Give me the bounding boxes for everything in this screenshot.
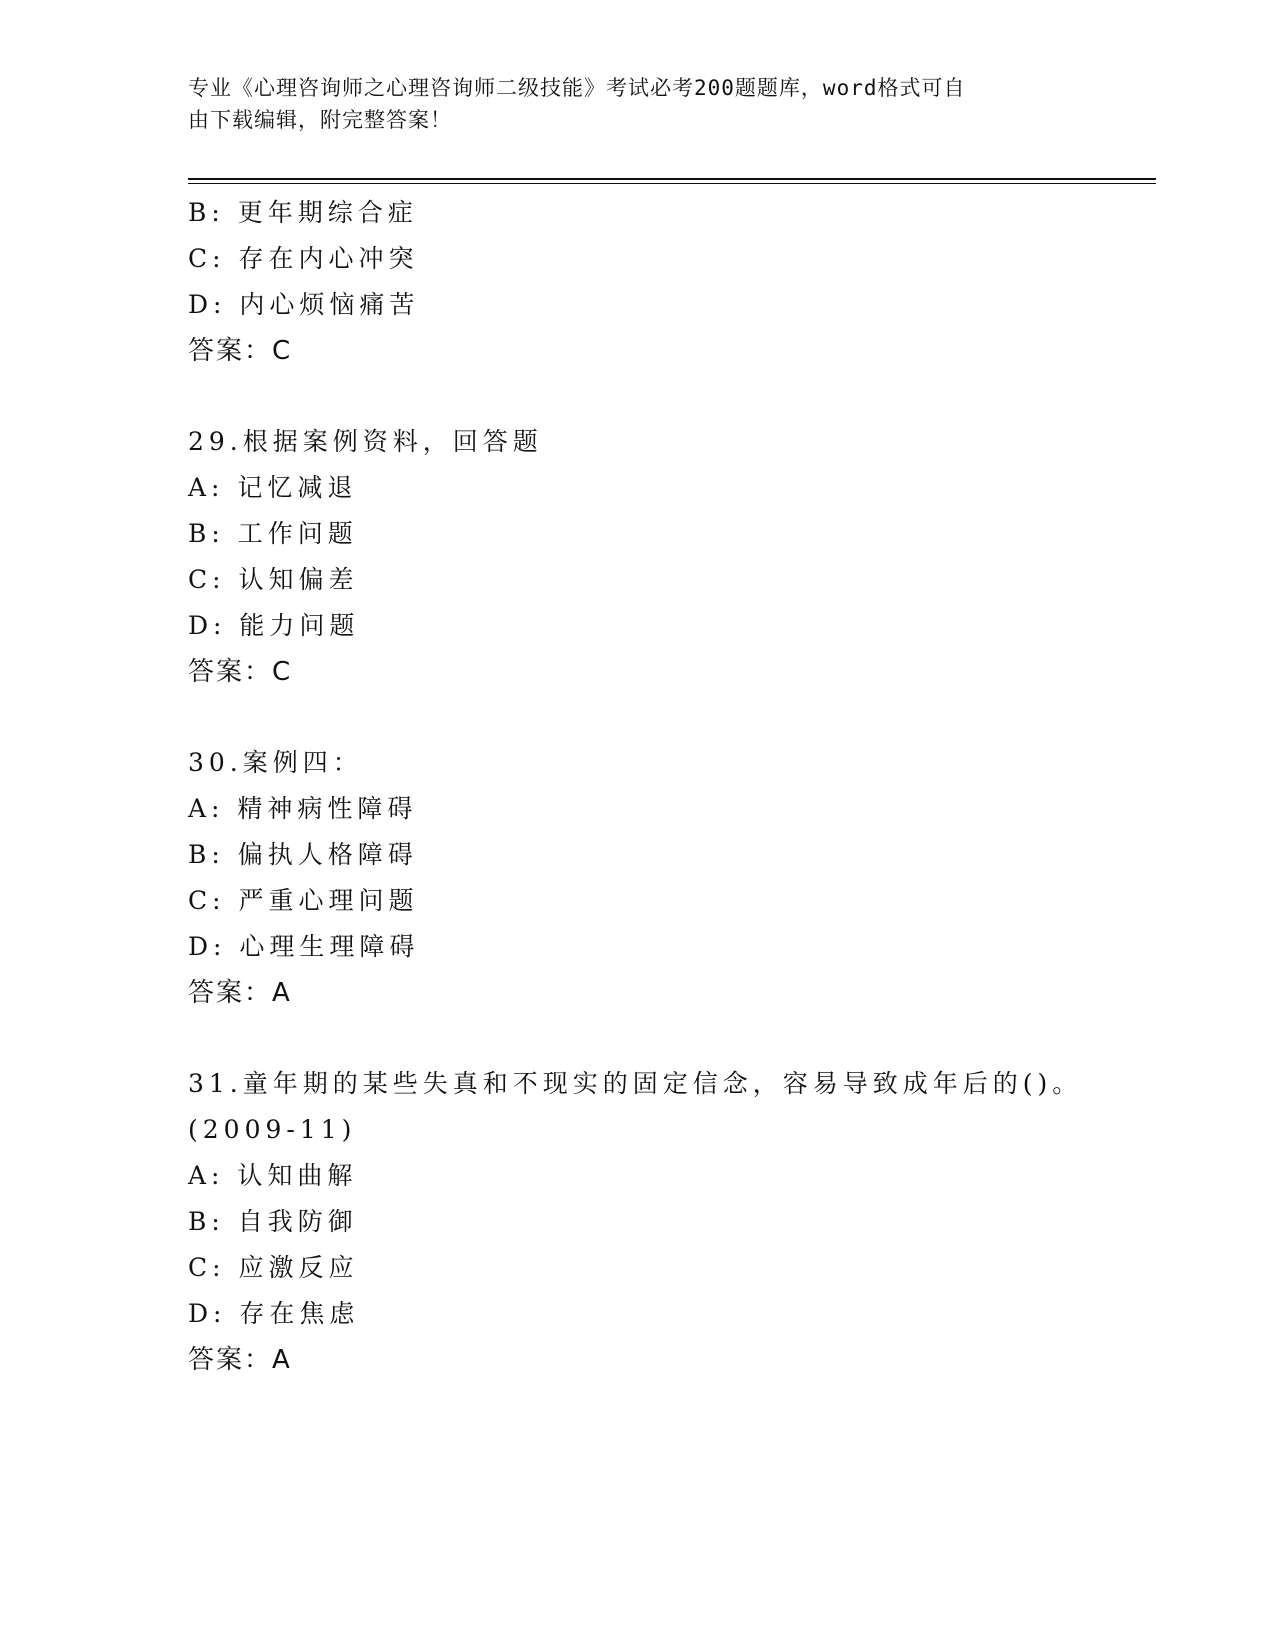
option-d: D: 存在焦虑 <box>188 1299 360 1328</box>
option-c: C: 认知偏差 <box>188 565 359 594</box>
header-line-2: 由下载编辑，附完整答案！ <box>188 108 452 132</box>
answer-line: 答案：A <box>188 1345 292 1375</box>
question-block-29 <box>188 419 1088 695</box>
spacer <box>188 695 1088 740</box>
spacer <box>188 1016 1088 1061</box>
question-block-30 <box>188 740 1088 1016</box>
option-a: A: 记忆减退 <box>188 473 358 502</box>
option-d: D: 心理生理障碍 <box>188 932 420 961</box>
option-d: D: 内心烦恼痛苦 <box>188 290 420 319</box>
question-block-31 <box>188 1061 1088 1383</box>
option-b: B: 更年期综合症 <box>188 198 418 227</box>
option-d: D: 能力问题 <box>188 611 360 640</box>
option-b: B: 自我防御 <box>188 1207 358 1236</box>
question-title: 29.根据案例资料，回答题 <box>188 427 543 456</box>
answer-line: 答案：A <box>188 978 292 1008</box>
document-header <box>188 72 1068 136</box>
header-divider-thick <box>188 178 1156 180</box>
answer-line: 答案：C <box>188 657 293 687</box>
option-b: B: 偏执人格障碍 <box>188 840 418 869</box>
question-title: 30.案例四： <box>188 748 363 777</box>
question-list <box>188 190 1088 1383</box>
option-c: C: 存在内心冲突 <box>188 244 419 273</box>
spacer <box>188 374 1088 419</box>
option-a: A: 认知曲解 <box>188 1161 358 1190</box>
option-c: C: 严重心理问题 <box>188 886 419 915</box>
option-a: A: 精神病性障碍 <box>188 794 418 823</box>
option-b: B: 工作问题 <box>188 519 358 548</box>
header-line-1: 专业《心理咨询师之心理咨询师二级技能》考试必考200题题库，word格式可自 <box>188 76 966 100</box>
question-block-prev <box>188 190 1088 374</box>
option-c: C: 应激反应 <box>188 1253 359 1282</box>
header-divider-thin <box>188 183 1156 184</box>
question-title: 31.童年期的某些失真和不现实的固定信念，容易导致成年后的()。 <box>188 1069 1083 1098</box>
question-title-continued: (2009-11) <box>188 1115 357 1144</box>
answer-line: 答案：C <box>188 336 293 366</box>
